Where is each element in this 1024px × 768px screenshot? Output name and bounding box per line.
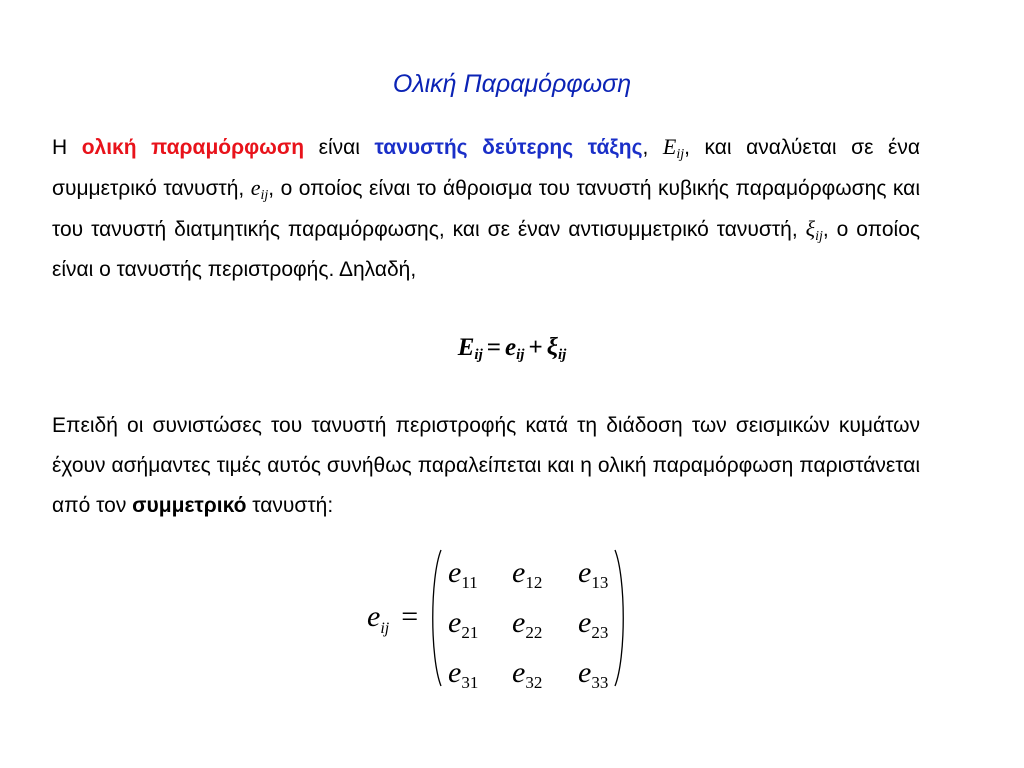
term-second-order-tensor: τανυστής δεύτερης τάξης xyxy=(374,136,643,159)
term-symmetric: συμμετρικό xyxy=(132,494,247,517)
para1-text-3: , xyxy=(642,136,663,159)
matrix-cell-11: $e_{11}$ xyxy=(448,556,478,592)
matrix-cell-13: $e_{13}$ xyxy=(578,556,609,592)
paragraph-symmetric-tensor xyxy=(52,406,920,526)
right-parenthesis xyxy=(614,548,628,688)
para1-text-2: είναι xyxy=(304,136,375,159)
matrix-lhs: $e_{ij}$ = xyxy=(367,600,419,637)
matrix-cell-21: $e_{21}$ xyxy=(448,606,479,642)
para2-text-1: Επειδή οι συνιστώσες του τανυστή περιστροφής κατά τη διάδοση των σεισμικών κυμάτων έχουν ασήμαντες τιμές αυτός συνήθως παραλείπεται και η ολική παραμόρφωση παριστάνεται από τον xyxy=(52,414,920,517)
para1-text-1: Η xyxy=(52,136,82,159)
matrix-cell-12: $e_{12}$ xyxy=(512,556,543,592)
para1-text-5: , ο οποίος είναι το άθροισμα του τανυστή κυβικής παραμόρφωσης και του τανυστή διατμητικής παραμόρφωσης, και σε έναν αντισυμμετρικό τανυστή, xyxy=(52,177,920,241)
left-parenthesis xyxy=(428,548,442,688)
strain-matrix xyxy=(428,548,628,692)
matrix-cell-22: $e_{22}$ xyxy=(512,606,543,642)
matrix-cell-31: $e_{31}$ xyxy=(448,656,479,692)
para1-text-6: , ο οποίος είναι ο τανυστής περιστροφής. Δηλαδή, xyxy=(52,218,920,281)
para1-text-4: , και αναλύεται σε ένα συμμετρικό τανυστή, xyxy=(52,136,920,200)
matrix-cell-23: $e_{23}$ xyxy=(578,606,609,642)
term-total-strain: ολική παραμόρφωση xyxy=(81,136,305,159)
symbol-E-ij: $E_{ij}$ xyxy=(662,134,685,162)
matrix-cell-33: $e_{33}$ xyxy=(578,656,609,692)
symbol-xi-ij: $\xi_{ij}$ xyxy=(805,216,823,244)
decomposition-equation: $E_{ij} = e_{ij} + \xi_{ij}$ xyxy=(457,334,567,363)
paragraph-total-strain xyxy=(52,127,920,290)
slide-title: Ολική Παραμόρφωση xyxy=(392,70,632,98)
para2-text-2: τανυστή: xyxy=(246,494,334,517)
matrix-cell-32: $e_{32}$ xyxy=(512,656,543,692)
symbol-e-ij: $e_{ij}$ xyxy=(250,175,269,203)
